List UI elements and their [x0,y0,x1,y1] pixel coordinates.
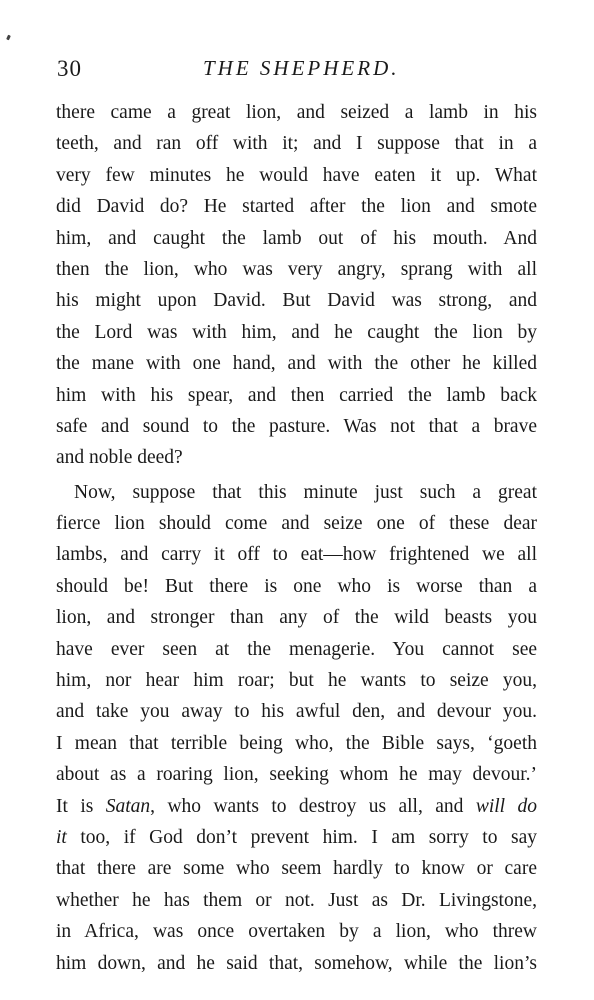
text-line: safe and sound to the pasture. Was not that a brave [56,415,537,437]
text-line: I mean that terrible being who, the Bible says, ‘goeth [56,732,537,754]
text-line: have ever seen at the menagerie. You cannot see [56,638,537,660]
text-line: Now, suppose that this minute just such a great [74,481,537,503]
text-span: , who wants to destroy us all, and [150,795,476,817]
text-line: fierce lion should come and seize one of these dear [56,513,537,535]
italic-satan: Satan [105,795,151,817]
text-line-satan [56,791,537,822]
page-number: 30 [57,56,82,81]
text-span: It is [56,795,106,817]
italic-will-do: will do [475,795,537,817]
text-line: the mane with one hand, and with the other he killed [56,353,537,375]
text-line: whether he has them or not. Just as Dr. Livingstone, [56,889,537,911]
text-line: did David do? He started after the lion and smote [56,196,537,218]
text-line: him down, and he said that, somehow, while the lion’s [56,952,537,974]
page-header [57,56,537,86]
text-line: then the lion, who was very angry, sprang with all [56,258,537,280]
text-line: there came a great lion, and seized a lamb in his [56,102,537,123]
text-line: lambs, and carry it off to eat—how frightened we all [56,544,537,566]
text-line: him, nor hear him roar; but he wants to seize you, [56,670,537,692]
text-line: about as a roaring lion, seeking whom he may devour.’ [56,764,537,786]
running-title: THE SHEPHERD. [203,56,400,80]
text-span: too, if God don’t prevent him. I am sorry to say [66,826,537,848]
text-line: that there are some who seem hardly to know or care [56,858,537,880]
italic-it: it [56,826,67,848]
body-text [56,97,537,979]
text-line: should be! But there is one who is worse than a [56,575,537,597]
text-line: teeth, and ran off with it; and I suppose that in a [56,133,537,155]
text-line: his might upon David. But David was strong, and [56,290,537,312]
text-line-it [56,822,537,853]
text-line: and noble deed? [56,447,183,469]
text-line: the Lord was with him, and he caught the lion by [56,321,537,343]
text-line: him, and caught the lamb out of his mouth. And [56,227,537,249]
text-line: very few minutes he would have eaten it up. What [56,164,537,186]
print-speck [6,35,11,41]
text-line: in Africa, was once overtaken by a lion, who threw [56,921,537,943]
text-line: lion, and stronger than any of the wild beasts you [56,607,537,629]
text-line: and take you away to his awful den, and devour you. [56,701,537,723]
text-line: him with his spear, and then carried the lamb back [56,384,537,406]
